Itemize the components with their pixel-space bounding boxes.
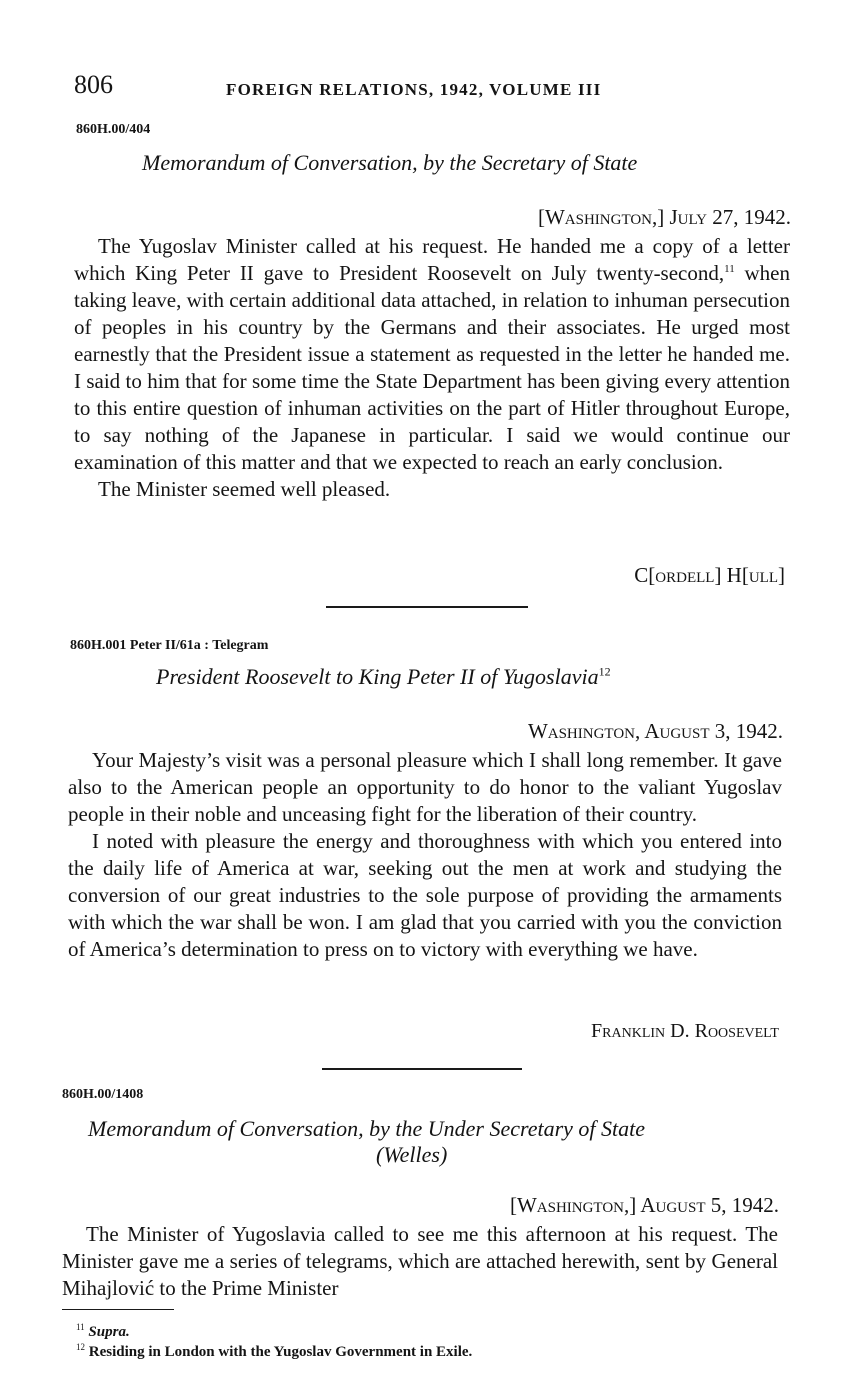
dateline-text: [Washington,] August 5, 1942. [509,1193,779,1217]
document-body [62,1221,778,1302]
paragraph-text: The Minister seemed well pleased. [98,477,391,501]
body-paragraph: Your Majesty’s visit was a personal pleasure which I shall long remember. It gave also to the American people an opportunity to do honor to the valiant Yugoslav people in their noble and unceasing fight for the liberation of their country. [68,748,782,826]
dateline-text: [Washington,] July 27, 1942. [537,205,791,229]
footnote-divider [62,1309,174,1310]
dateline [538,205,791,230]
file-number: 860H.00/404 [76,122,151,137]
dateline-text: Washington, August 3, 1942. [527,719,783,743]
body-paragraph [74,476,790,503]
document-body [68,747,782,963]
footnote-text: Residing in London with the Yugoslav Government in Exile. [88,1344,473,1360]
signature: C[ordell] H[ull] [634,563,785,587]
footnotes [76,1322,472,1362]
page-number: 806 [74,70,113,99]
section-divider [322,1068,522,1070]
footnote-reference: 12 [598,664,611,679]
running-head: FOREIGN RELATIONS, 1942, VOLUME III [226,80,602,99]
signature: Franklin D. Roosevelt [591,1020,779,1042]
footnote-reference: 11 [724,263,735,275]
document-body [74,233,790,503]
document-title [156,664,611,690]
footnote [76,1342,472,1362]
body-paragraph: The Minister of Yugoslavia called to see me this afternoon at his request. The Minister gave me a series of telegrams, which are attached herewith, sent by General Mihajlović to the Prime Minister [62,1222,778,1300]
body-paragraph: I noted with pleasure the energy and thoroughness with which you entered into the daily life of America at war, seeking out the men at work and studying the conversion of our great industries to the sole purpose of providing the armaments with which the war shall be won. I am glad that you carried with you the conviction of America’s determination to press on to victory with everything we have. [68,829,782,961]
document-title: Memorandum of Conversation, by the Secretary of State [142,150,638,175]
footnote-number: 12 [76,1342,85,1352]
paragraph-text: when taking leave, with certain additional data attached, in relation to inhuman persecution of peoples in his country by the Germans and their associates. He urged most earnestly that the President issue a statement as requested in the letter he handed me. I said to him that for some time the State Department has been giving every attention to this entire question of inhuman activities on the part of Hitler throughout Europe, to say nothing of the Japanese in particular. I said we would continue our examination of this matter and that we expected to reach an early conclusion. [74,261,790,474]
body-paragraph [74,233,790,476]
paragraph-text: The Yugoslav Minister called at his request. He handed me a copy of a letter which King Peter II gave to President Roosevelt on July twenty-second, [74,234,790,285]
footnote-text: Supra. [88,1324,130,1340]
footnote-number: 11 [76,1322,85,1332]
page-header [74,70,794,102]
dateline [510,1193,779,1218]
file-number: 860H.001 Peter II/61a : Telegram [70,638,269,653]
title-text: President Roosevelt to King Peter II of Yugoslavia [156,664,599,689]
document-title: Memorandum of Conversation, by the Under Secretary of State [88,1116,646,1141]
section-divider [326,606,528,608]
file-number: 860H.00/1408 [62,1087,144,1102]
footnote [76,1322,472,1342]
document-title-subline: (Welles) [376,1142,448,1167]
dateline [528,719,783,744]
